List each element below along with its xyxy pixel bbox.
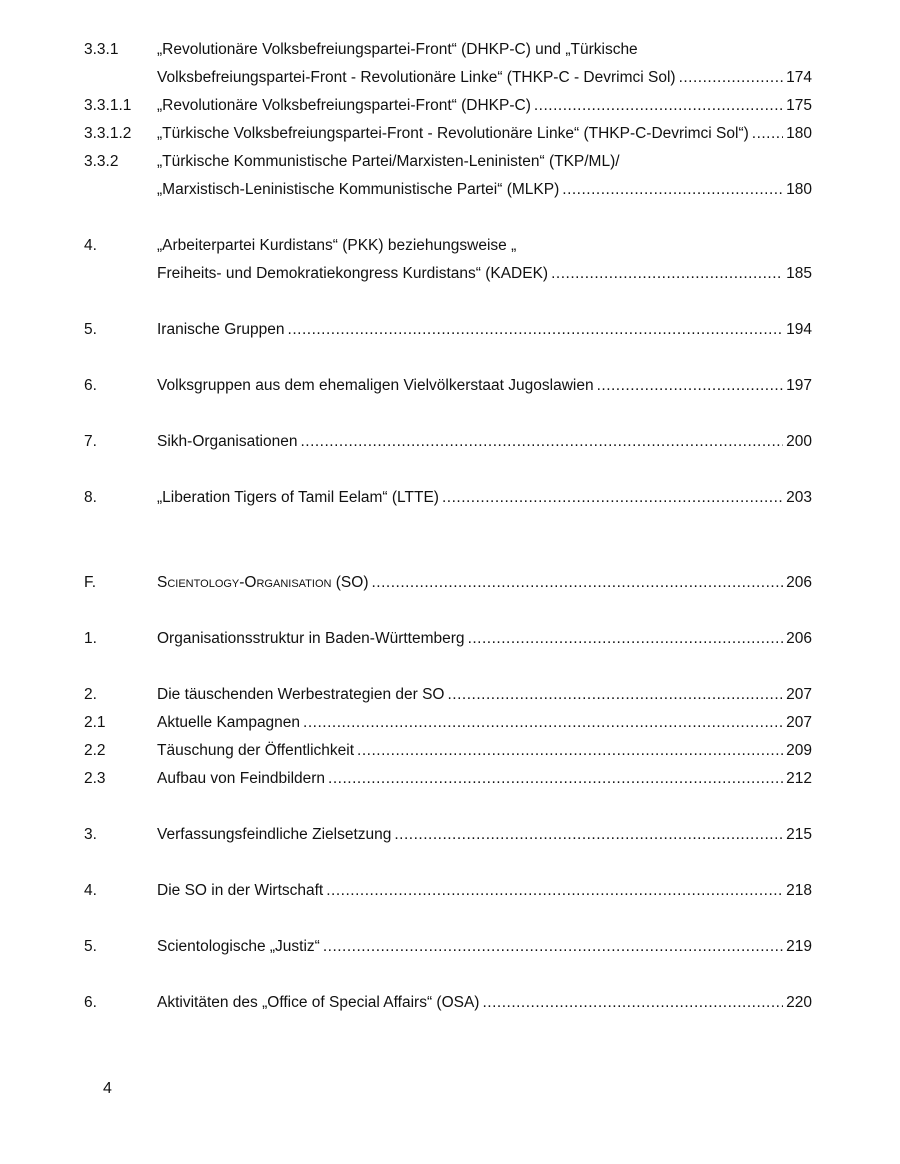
toc-entry[interactable]	[84, 263, 812, 285]
toc-entry-title: „Liberation Tigers of Tamil Eelam“ (LTTE)	[157, 489, 439, 506]
dot-leader	[551, 263, 783, 285]
toc-entry-number: 2.	[84, 686, 97, 703]
toc-entry-page: 200	[786, 433, 812, 450]
toc-entry-title: Die täuschenden Werbestrategien der SO	[157, 686, 445, 703]
toc-entry[interactable]	[84, 235, 812, 257]
toc-entry-title: Volksgruppen aus dem ehemaligen Vielvölkerstaat Jugoslawien	[157, 377, 594, 394]
toc-entry[interactable]	[84, 375, 812, 397]
toc-entry-title: Täuschung der Öffentlichkeit	[157, 742, 355, 759]
toc-entry[interactable]	[84, 319, 812, 341]
toc-entry-title: Organisationsstruktur in Baden-Württemberg	[157, 630, 465, 647]
toc-entry-number: 3.	[84, 826, 97, 843]
toc-entry-title: Aktivitäten des „Office of Special Affairs“ (OSA)	[157, 994, 480, 1011]
dot-leader	[323, 936, 783, 958]
toc-entry-number: 2.2	[84, 742, 106, 759]
dot-leader	[534, 95, 783, 117]
toc-entry-title: „Türkische Volksbefreiungspartei-Front - Revolutionäre Linke“ (THKP-C-Devrimci Sol“)	[157, 125, 749, 142]
toc-entry[interactable]	[84, 487, 812, 509]
toc-entry-number: 8.	[84, 489, 97, 506]
dot-leader	[326, 880, 783, 902]
toc-entry-title: „Marxistisch-Leninistische Kommunistische Partei“ (MLKP)	[157, 181, 560, 198]
toc-entry[interactable]	[84, 992, 812, 1014]
dot-leader	[679, 67, 784, 89]
toc-entry-title: „Revolutionäre Volksbefreiungspartei-Front“ (DHKP-C) und „Türkische	[157, 41, 638, 58]
toc-entry-page: 194	[786, 321, 812, 338]
toc-entry-number: 5.	[84, 321, 97, 338]
toc-entry[interactable]	[84, 824, 812, 846]
dot-leader	[357, 740, 783, 762]
toc-entry[interactable]	[84, 712, 812, 734]
toc-entry-page: 203	[786, 489, 812, 506]
toc-entry-title: Die SO in der Wirtschaft	[157, 882, 324, 899]
dot-leader	[288, 319, 784, 341]
dot-leader	[562, 179, 783, 201]
dot-leader	[442, 487, 783, 509]
dot-leader	[328, 768, 783, 790]
toc-entry[interactable]	[84, 39, 812, 61]
toc-entry[interactable]	[84, 67, 812, 89]
toc-entry-title: „Revolutionäre Volksbefreiungspartei-Front“ (DHKP-C)	[157, 97, 531, 114]
toc-entry-page: 207	[786, 686, 812, 703]
dot-leader	[394, 824, 783, 846]
toc-entry[interactable]	[84, 151, 812, 173]
dot-leader	[371, 572, 783, 594]
toc-entry-title: Scientologische „Justiz“	[157, 938, 320, 955]
toc-entry-number: 6.	[84, 994, 97, 1011]
toc-entry-title: Verfassungsfeindliche Zielsetzung	[157, 826, 392, 843]
toc-entry-title: „Türkische Kommunistische Partei/Marxisten-Leninisten“ (TKP/ML)/	[157, 153, 620, 170]
toc-entry-title: Aktuelle Kampagnen	[157, 714, 301, 731]
toc-entry-number: 2.3	[84, 770, 106, 787]
toc-entry-title: Scientology-Organisation (SO)	[157, 574, 369, 591]
toc-entry[interactable]	[84, 628, 812, 650]
toc-entry-number: 5.	[84, 938, 97, 955]
toc-entry-number: 3.3.1.2	[84, 125, 132, 142]
toc-entry[interactable]	[84, 95, 812, 117]
toc-entry-title: Freiheits- und Demokratiekongress Kurdistans“ (KADEK)	[157, 265, 549, 282]
toc-entry-page: 175	[786, 97, 812, 114]
toc-entry-title: Volksbefreiungspartei-Front - Revolutionäre Linke“ (THKP-C - Devrimci Sol)	[157, 69, 676, 86]
toc-entry[interactable]	[84, 123, 812, 145]
toc-entry-page: 185	[786, 265, 812, 282]
toc-entry-page: 207	[786, 714, 812, 731]
dot-leader	[300, 431, 783, 453]
toc-entry-page: 174	[786, 69, 812, 86]
dot-leader	[448, 684, 784, 706]
toc-entry-page: 197	[786, 377, 812, 394]
toc-entry[interactable]	[84, 572, 812, 594]
toc-entry-page: 218	[786, 882, 812, 899]
toc-entry-page: 219	[786, 938, 812, 955]
toc-entry-page: 220	[786, 994, 812, 1011]
toc-entry-page: 180	[786, 125, 812, 142]
toc-entry-page: 206	[786, 574, 812, 591]
toc-entry-number: 2.1	[84, 714, 106, 731]
toc-entry-number: 3.3.2	[84, 153, 119, 170]
toc-entry-number: 7.	[84, 433, 97, 450]
toc-entry-title: Sikh-Organisationen	[157, 433, 298, 450]
toc-entry-page: 180	[786, 181, 812, 198]
toc-entry-title: „Arbeiterpartei Kurdistans“ (PKK) beziehungsweise „	[157, 237, 517, 254]
toc-entry-page: 215	[786, 826, 812, 843]
toc-entry-page: 209	[786, 742, 812, 759]
toc-entry-number: 4.	[84, 237, 97, 254]
toc-entry-number: F.	[84, 574, 97, 591]
dot-leader	[752, 123, 783, 145]
toc-entry-number: 3.3.1.1	[84, 97, 132, 114]
dot-leader	[482, 992, 783, 1014]
toc-entry[interactable]	[84, 684, 812, 706]
toc-entry-number: 6.	[84, 377, 97, 394]
toc-entry[interactable]	[84, 431, 812, 453]
toc-entry-page: 212	[786, 770, 812, 787]
dot-leader	[468, 628, 784, 650]
toc-entry-number: 3.3.1	[84, 41, 119, 58]
toc-entry-title: Aufbau von Feindbildern	[157, 770, 326, 787]
toc-entry[interactable]	[84, 740, 812, 762]
toc-entry-title: Iranische Gruppen	[157, 321, 285, 338]
toc-entry-page: 206	[786, 630, 812, 647]
toc-entry-number: 4.	[84, 882, 97, 899]
toc-entry[interactable]	[84, 880, 812, 902]
toc-entry[interactable]	[84, 936, 812, 958]
page-number: 4	[103, 1080, 112, 1097]
toc-entry[interactable]	[84, 768, 812, 790]
toc-entry-number: 1.	[84, 630, 97, 647]
dot-leader	[597, 375, 784, 397]
toc-entry[interactable]	[84, 179, 812, 201]
dot-leader	[303, 712, 783, 734]
